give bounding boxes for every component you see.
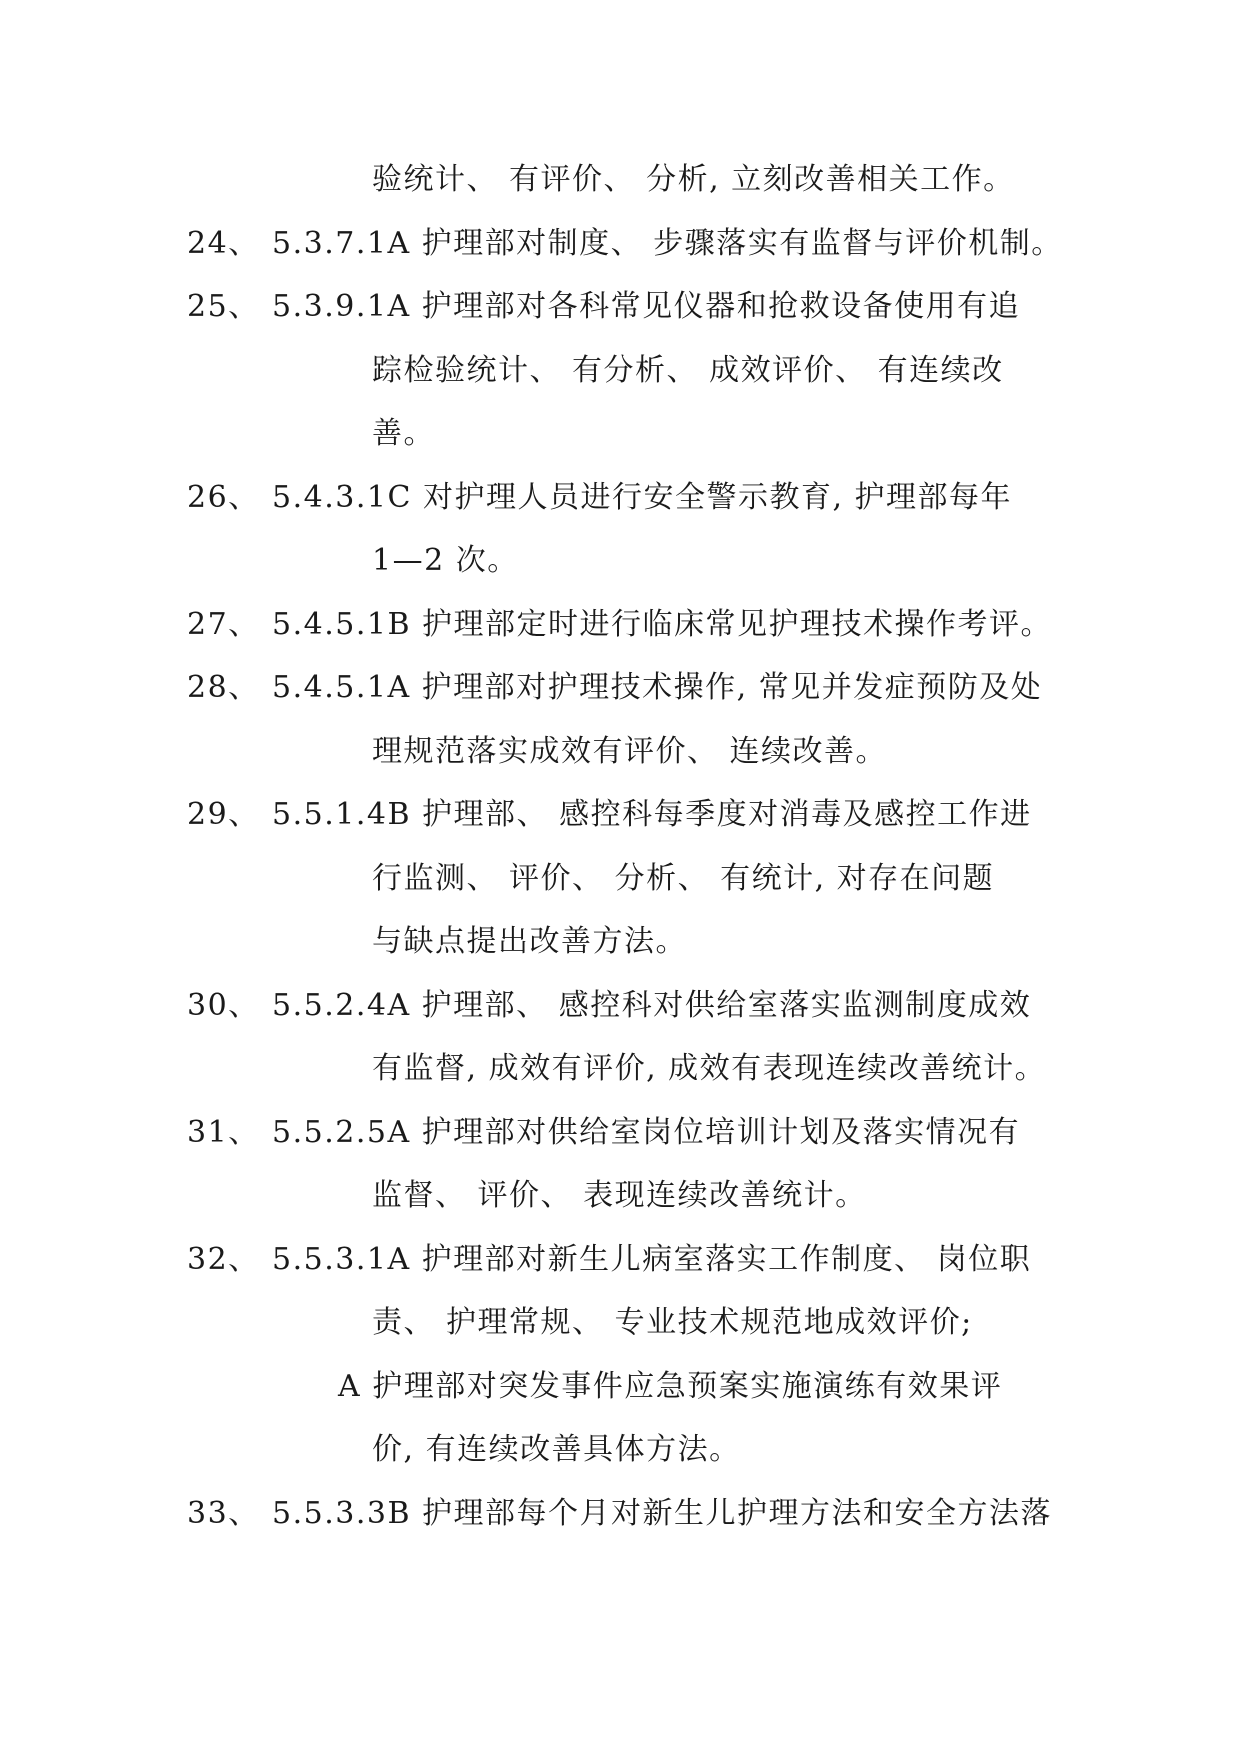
text-line: 5.4.5.1B 护理部定时进行临床常见护理技术操作考评。 [272, 607, 1053, 642]
text-line: 踪检验统计、 有分析、 成效评价、 有连续改 [372, 353, 1004, 388]
text-line: 5.5.2.4A 护理部、 感控科对供给室落实监测制度成效 [272, 988, 1032, 1023]
text-line: 责、 护理常规、 专业技术规范地成效评价; [372, 1305, 973, 1340]
text-line: 5.5.1.4B 护理部、 感控科每季度对消毒及感控工作进 [272, 797, 1032, 832]
text-line: 价, 有连续改善具体方法。 [372, 1432, 741, 1467]
text-line: 5.5.3.1A 护理部对新生儿病室落实工作制度、 岗位职 [272, 1242, 1032, 1277]
item-number: 32、 [187, 1242, 260, 1277]
item-number: 24、 [187, 226, 260, 261]
item-number: 25、 [187, 289, 260, 324]
item-number: 30、 [187, 988, 260, 1023]
item-number: 27、 [187, 607, 260, 642]
item-number: 28、 [187, 670, 260, 705]
text-line: 1—2 次。 [372, 543, 519, 578]
text-line: 有监督, 成效有评价, 成效有表现连续改善统计。 [372, 1051, 1047, 1086]
item-number: 31、 [187, 1115, 260, 1150]
text-line: 与缺点提出改善方法。 [372, 924, 687, 959]
item-number: 26、 [187, 480, 260, 515]
item-number: 33、 [187, 1496, 260, 1531]
text-line: A 护理部对突发事件应急预案实施演练有效果评 [338, 1369, 1003, 1404]
item-number: 29、 [187, 797, 260, 832]
text-line: 5.5.3.3B 护理部每个月对新生儿护理方法和安全方法落 [272, 1496, 1053, 1531]
text-line: 5.3.7.1A 护理部对制度、 步骤落实有监督与评价机制。 [272, 226, 1063, 261]
text-line: 行监测、 评价、 分析、 有统计, 对存在问题 [372, 861, 995, 896]
text-line: 5.4.5.1A 护理部对护理技术操作, 常见并发症预防及处 [272, 670, 1043, 705]
text-line: 5.3.9.1A 护理部对各科常见仪器和抢救设备使用有追 [272, 289, 1021, 324]
text-line: 理规范落实成效有评价、 连续改善。 [372, 734, 888, 769]
text-line: 善。 [372, 416, 435, 451]
text-line: 监督、 评价、 表现连续改善统计。 [372, 1178, 867, 1213]
text-line: 5.5.2.5A 护理部对供给室岗位培训计划及落实情况有 [272, 1115, 1021, 1150]
text-line: 验统计、 有评价、 分析, 立刻改善相关工作。 [372, 162, 1015, 197]
text-line: 5.4.3.1C 对护理人员进行安全警示教育, 护理部每年 [272, 480, 1013, 515]
